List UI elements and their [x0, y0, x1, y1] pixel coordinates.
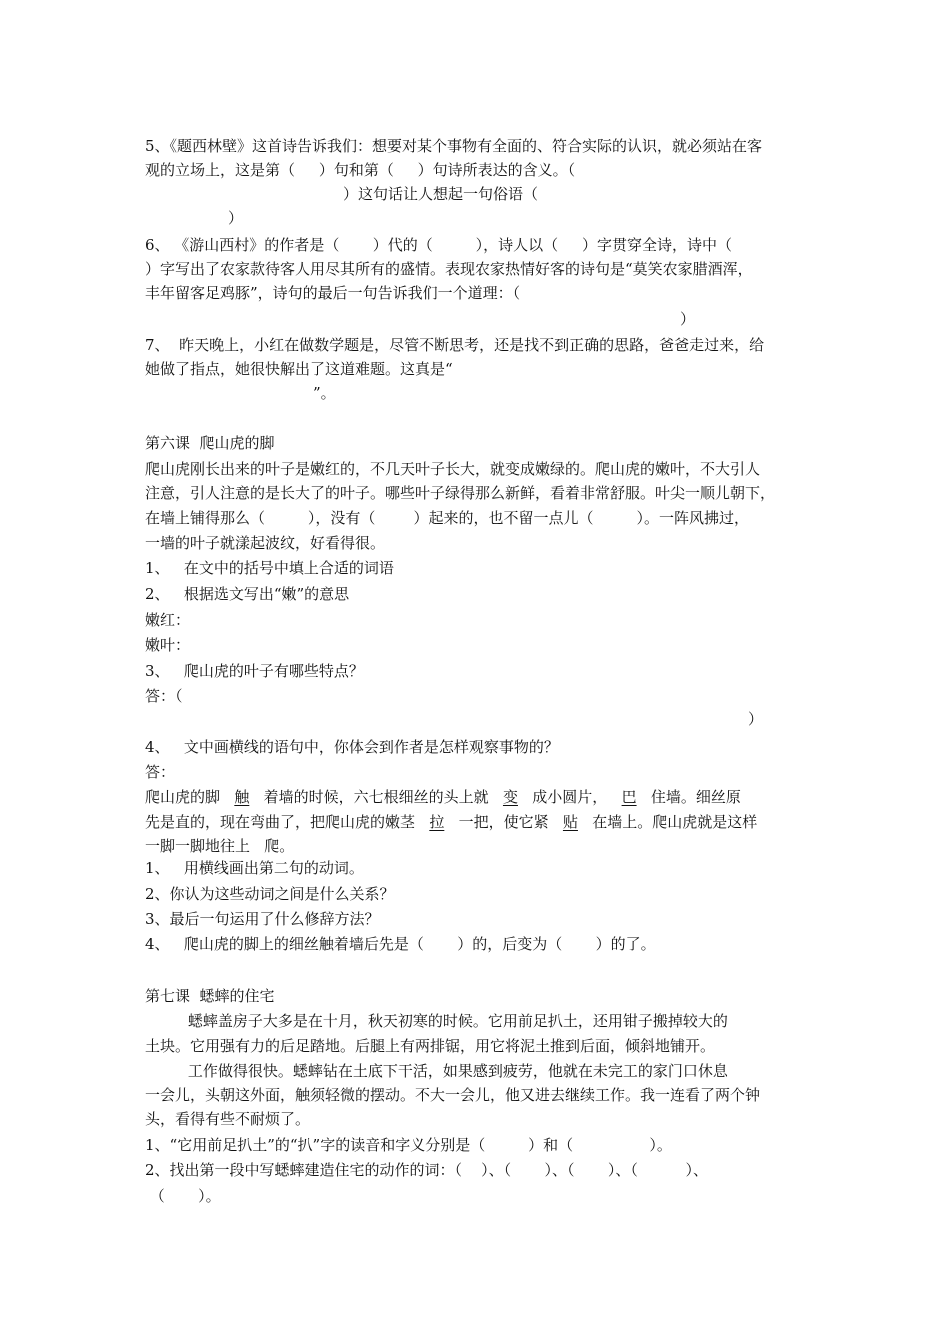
- text-line: 工作做得很快。蟋蟀钻在土底下干活，如果感到疲劳，他就在未完工的家门口休息: [145, 1062, 728, 1080]
- underlined-verb: 贴: [562, 813, 578, 831]
- text-line: ”。: [313, 384, 336, 402]
- text-line: 蟋蟀盖房子大多是在十月，秋天初寒的时候。它用前足扒土，还用钳子搬掉较大的: [145, 1012, 728, 1030]
- text-line: 一会儿，头朝这外面，触须轻微的摆动。不大一会儿，他又进去继续工作。我一连看了两个钟: [145, 1086, 761, 1104]
- text-line: 在墙上铺得那么（ ），没有（ ）起来的，也不留一点儿（ ）。一阵风拂过，: [145, 509, 749, 527]
- text-line: （ ）。: [145, 1187, 221, 1205]
- passage-line-3: [145, 834, 815, 858]
- text-line: 7、 昨天晚上，小红在做数学题是，尽管不断思考，还是找不到正确的思路，爸爸走过来，给: [145, 336, 765, 354]
- passage-line-2: [145, 810, 815, 834]
- passage-text: 在墙上。爬山虎就是这样: [577, 813, 758, 831]
- text-line: 头，看得有些不耐烦了。: [145, 1110, 311, 1128]
- passage-text: 成小圆片，: [517, 788, 622, 806]
- text-line: ）这句话让人想起一句俗语（: [343, 185, 539, 203]
- underlined-verb: 触: [234, 788, 250, 806]
- text-line: 一墙的叶子就漾起波纹，好看得很。: [145, 534, 386, 552]
- text-line: 答：: [145, 763, 176, 781]
- text-line: 2、找出第一段中写蟋蟀建造住宅的动作的词：（ ）、（ ）、（ ）、（ ）、: [145, 1161, 709, 1179]
- text-line: 她做了指点，她很快解出了这道难题。这真是“: [145, 360, 453, 378]
- text-line: 观的立场上，这是第（ ）句和第（ ）句诗所表达的含义。（: [145, 161, 576, 179]
- text-line: ）: [228, 209, 244, 227]
- text-line: 1、“它用前足扒土”的“扒”字的读音和字义分别是（ ）和（ ）。: [145, 1136, 672, 1154]
- text-line: 丰年留客足鸡豚”，诗句的最后一句告诉我们一个道理：（: [145, 284, 521, 302]
- text-line: 注意，引人注意的是长大了的叶子。哪些叶子绿得那么新鲜，看着非常舒服。叶尖一顺儿朝下，: [145, 484, 776, 502]
- passage-text: 一把，使它紧: [444, 813, 563, 831]
- text-line: 6、 《游山西村》的作者是（ ）代的（ ），诗人以（ ）字贯穿全诗，诗中（: [145, 236, 732, 254]
- text-line: 第六课 爬山虎的脚: [145, 434, 275, 452]
- passage-text: 住墙。细丝原: [636, 788, 741, 806]
- text-line: 爬山虎刚长出来的叶子是嫩红的，不几天叶子长大，就变成嫩绿的。爬山虎的嫩叶，不大引人: [145, 460, 761, 478]
- text-line: 2、你认为这些动词之间是什么关系？: [145, 885, 395, 903]
- text-line: 2、 根据选文写出“嫩”的意思: [145, 585, 350, 603]
- text-line: 3、 爬山虎的叶子有哪些特点？: [145, 662, 364, 680]
- text-line: 嫩叶：: [145, 636, 191, 654]
- text-line: 4、 爬山虎的脚上的细丝触着墙后先是（ ）的，后变为（ ）的了。: [145, 935, 656, 953]
- underlined-verb: 变: [502, 788, 518, 806]
- text-line: 土块。它用强有力的后足踏地。后腿上有两排锯，用它将泥土推到后面，倾斜地铺开。: [145, 1037, 716, 1055]
- text-line: ）字写出了农家款待客人用尽其所有的盛情。表现农家热情好客的诗句是“莫笑农家腊酒浑，: [145, 260, 753, 278]
- passage-text: 爬山虎的脚: [145, 788, 235, 806]
- text-line: 5、《题西林壁》这首诗告诉我们：想要对某个事物有全面的、符合实际的认识，就必须站在客: [145, 137, 763, 155]
- text-line: 4、 文中画横线的语句中，你体会到作者是怎样观察事物的？: [145, 738, 559, 756]
- passage-text: 一脚一脚地往上 爬。: [145, 837, 295, 855]
- text-line: 3、最后一句运用了什么修辞方法？: [145, 910, 380, 928]
- underlined-verb: 巴: [621, 788, 637, 806]
- text-line: 答：（: [145, 687, 183, 705]
- text-line: 1、 用横线画出第二句的动词。: [145, 859, 364, 877]
- text-line: ）: [748, 710, 764, 728]
- text-line: ）: [680, 310, 696, 328]
- passage-line-1: [145, 785, 815, 809]
- text-line: 第七课 蟋蟀的住宅: [145, 987, 275, 1005]
- text-line: 1、 在文中的括号中填上合适的词语: [145, 559, 394, 577]
- passage-text: 着墙的时候，六七根细丝的头上就: [249, 788, 503, 806]
- underlined-verb: 拉: [429, 813, 445, 831]
- text-line: 嫩红：: [145, 611, 191, 629]
- passage-text: 先是直的，现在弯曲了，把爬山虎的嫩茎: [145, 813, 430, 831]
